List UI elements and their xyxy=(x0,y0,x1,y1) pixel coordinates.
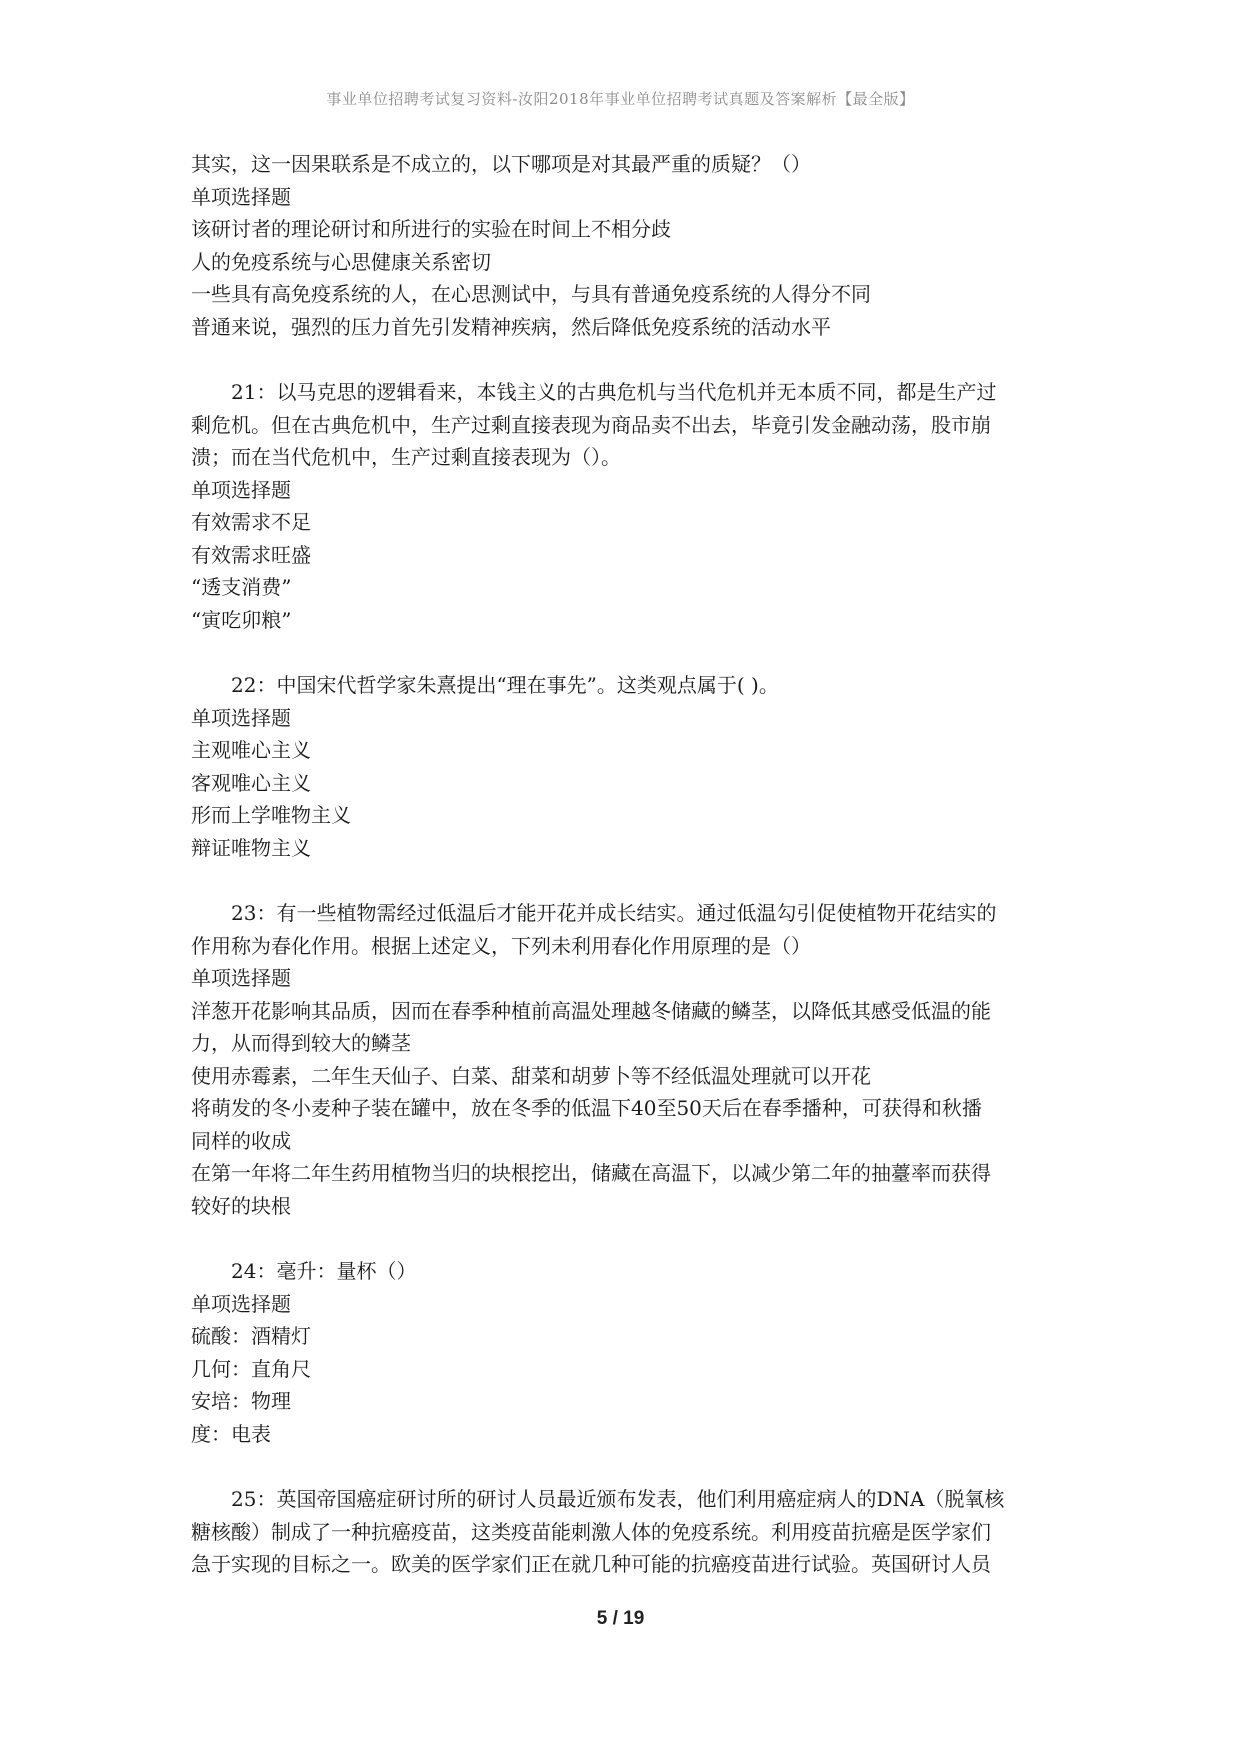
option-line: 几何：直角尺 xyxy=(191,1356,311,1381)
option-line: 辩证唯物主义 xyxy=(191,835,311,860)
spacer xyxy=(191,864,1061,897)
option-line: 人的免疫系统与心思健康关系密切 xyxy=(191,249,491,274)
question-text-line: 24：毫升：量杯（） xyxy=(231,1259,417,1283)
question-type: 单项选择题 xyxy=(191,705,291,730)
option-line: 度：电表 xyxy=(191,1421,271,1446)
question-type: 单项选择题 xyxy=(191,966,291,990)
option-line: 力，从而得到较大的鳞茎 xyxy=(191,1031,411,1055)
question-24 xyxy=(191,1255,1061,1450)
option-line: 有效需求不足 xyxy=(191,510,311,534)
option-line: 同样的收成 xyxy=(191,1128,291,1153)
question-text-line: 作用称为春化作用。根据上述定义，下列未利用春化作用原理的是（） xyxy=(191,933,811,958)
spacer xyxy=(191,1222,1061,1255)
question-text-line: 23：有一些植物需经过低温后才能开花并成长结实。通过低温勾引促使植物开花结实的 xyxy=(231,901,997,925)
question-text-line: 急于实现的目标之一。欧美的医学家们正在就几种可能的抗癌疫苗进行试验。英国研讨人员 xyxy=(191,1552,991,1576)
spacer xyxy=(191,636,1061,669)
option-line: 该研讨者的理论研讨和所进行的实验在时间上不相分歧 xyxy=(191,217,671,241)
spacer xyxy=(191,343,1061,376)
question-21 xyxy=(191,376,1061,636)
question-20-tail xyxy=(191,148,1061,343)
question-text-line: 其实，这一因果联系是不成立的，以下哪项是对其最严重的质疑？（） xyxy=(191,152,811,176)
option-line: 安培：物理 xyxy=(191,1389,291,1413)
option-line: 较好的块根 xyxy=(191,1193,291,1218)
spacer xyxy=(191,1450,1061,1483)
question-text-line: 21：以马克思的逻辑看来，本钱主义的古典危机与当代危机并无本质不同，都是生产过 xyxy=(231,380,997,404)
question-type: 单项选择题 xyxy=(191,184,291,209)
question-text-line: 25：英国帝国癌症研讨所的研讨人员最近颁布发表，他们利用癌症病人的DNA（脱氧核 xyxy=(231,1487,1005,1511)
option-line: “寅吃卯粮” xyxy=(191,607,292,632)
option-line: 有效需求旺盛 xyxy=(191,542,311,567)
page-header: 事业单位招聘考试复习资料-汝阳2018年事业单位招聘考试真题及答案解析【最全版】 xyxy=(326,90,915,108)
question-text-line: 22：中国宋代哲学家朱熹提出“理在事先”。这类观点属于( )。 xyxy=(231,673,779,697)
option-line: 一些具有高免疫系统的人，在心思测试中，与具有普通免疫系统的人得分不同 xyxy=(191,282,871,306)
question-text-line: 糖核酸）制成了一种抗癌疫苗，这类疫苗能刺激人体的免疫系统。利用疫苗抗癌是医学家们 xyxy=(191,1519,991,1544)
option-line: 将萌发的冬小麦种子装在罐中，放在冬季的低温下40至50天后在春季播种，可获得和秋播 xyxy=(191,1096,982,1120)
question-text-line: 溃；而在当代危机中，生产过剩直接表现为（）。 xyxy=(191,445,621,469)
option-line: 主观唯心主义 xyxy=(191,738,311,762)
option-line: 使用赤霉素，二年生天仙子、白菜、甜菜和胡萝卜等不经低温处理就可以开花 xyxy=(191,1063,871,1088)
question-text-line: 剩危机。但在古典危机中，生产过剩直接表现为商品卖不出去，毕竟引发金融动荡，股市崩 xyxy=(191,412,991,437)
option-line: 形而上学唯物主义 xyxy=(191,803,351,827)
question-type: 单项选择题 xyxy=(191,477,291,502)
option-line: 硫酸：酒精灯 xyxy=(191,1324,311,1348)
option-line: 客观唯心主义 xyxy=(191,770,311,795)
question-type: 单项选择题 xyxy=(191,1291,291,1316)
question-23 xyxy=(191,897,1061,1222)
question-22 xyxy=(191,669,1061,864)
option-line: 在第一年将二年生药用植物当归的块根挖出，储藏在高温下，以减少第二年的抽薹率而获得 xyxy=(191,1161,991,1185)
option-line: 洋葱开花影响其品质，因而在春季种植前高温处理越冬储藏的鳞茎，以降低其感受低温的能 xyxy=(191,998,991,1023)
document-body xyxy=(191,148,1061,1581)
option-line: “透支消费” xyxy=(191,575,292,599)
page-number: 5 / 19 xyxy=(596,1608,645,1629)
option-line: 普通来说，强烈的压力首先引发精神疾病，然后降低免疫系统的活动水平 xyxy=(191,314,831,339)
question-25 xyxy=(191,1483,1061,1581)
